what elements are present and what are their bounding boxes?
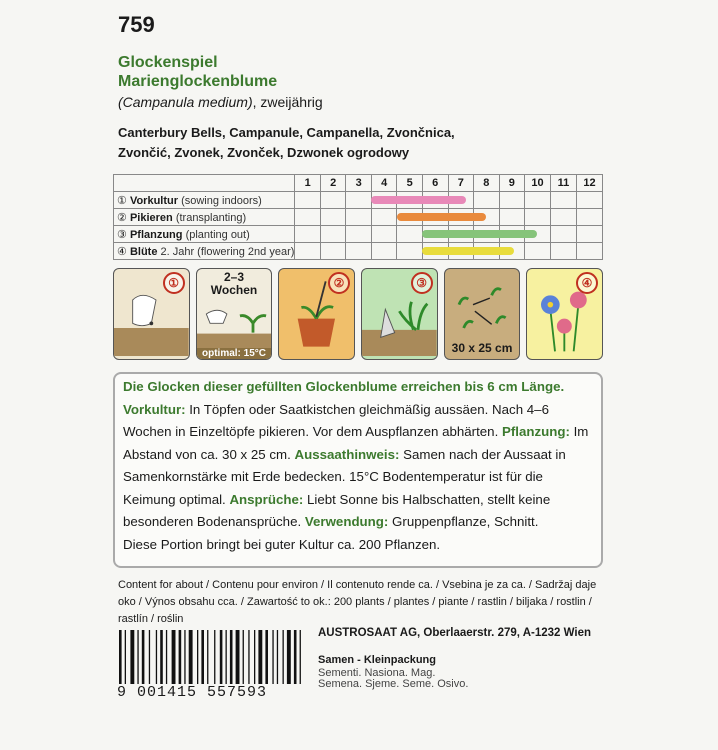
sowing-seeds-icon bbox=[113, 268, 190, 360]
barcode-bar bbox=[277, 630, 278, 684]
barcode-bar bbox=[207, 630, 208, 684]
weeks-unit: Wochen bbox=[210, 283, 258, 297]
barcode-bar bbox=[220, 630, 223, 684]
calendar-cell bbox=[551, 226, 577, 243]
calendar-row-label bbox=[114, 226, 295, 243]
instruction-icons bbox=[113, 268, 603, 360]
calendar-cell bbox=[525, 209, 551, 226]
barcode-bar bbox=[272, 630, 273, 684]
row-label: Blüte bbox=[129, 245, 158, 258]
barcode-bar bbox=[258, 630, 262, 684]
row-symbol: ② bbox=[117, 211, 127, 224]
heading-ansprueche: Ansprüche: bbox=[229, 491, 304, 507]
text-ansprueche: Liebt Sonne bis Halbschatten, stellt keine besonderen Bodenansprüche. bbox=[123, 491, 551, 529]
title-primary: Glockenspiel bbox=[118, 54, 218, 71]
heading-vorkultur: Vorkultur: bbox=[123, 401, 186, 417]
calendar-header-row bbox=[114, 175, 603, 192]
row-label-en: (transplanting) bbox=[175, 211, 247, 224]
calendar-cell bbox=[320, 226, 346, 243]
barcode-bar bbox=[214, 630, 215, 684]
text-pflanzung: Im Abstand von ca. 30 x 25 cm. bbox=[123, 424, 589, 462]
calendar-cell bbox=[474, 192, 500, 209]
barcode-bar bbox=[172, 630, 176, 684]
barcode-bar bbox=[287, 630, 291, 684]
barcode-bar bbox=[166, 630, 167, 684]
step-number: ③ bbox=[411, 272, 433, 294]
month-10: 10 bbox=[525, 175, 551, 192]
barcode-number: 9 001415 557593 bbox=[117, 684, 268, 701]
row-label-en: 2. Jahr (flowering 2nd year) bbox=[160, 245, 295, 258]
barcode-bar bbox=[184, 630, 185, 684]
row-label-en: (sowing indoors) bbox=[181, 194, 262, 207]
barcode-bar bbox=[283, 630, 284, 684]
barcode-bar bbox=[248, 630, 249, 684]
calendar-cell bbox=[576, 226, 602, 243]
content-for-text: Content for about / Contenu pour environ / Il contenuto rende ca. / Vsebina je za ca. / Sadržaj daje oko / Výnos obsahu cca. / Zawartość to ok.: 200 plants / plantes / piante / rastlin / biljaka / rostlin / rastlín / roślin bbox=[118, 579, 597, 625]
barcode-bar bbox=[142, 630, 145, 684]
row-symbol: ③ bbox=[117, 228, 127, 241]
calendar-cell bbox=[499, 192, 525, 209]
barcode-bar bbox=[265, 630, 268, 684]
calendar-cell bbox=[525, 192, 551, 209]
barcode-bar bbox=[300, 630, 301, 684]
calendar-row-label bbox=[114, 192, 295, 209]
row-label-en: (planting out) bbox=[185, 228, 250, 241]
text-verwendung: Gruppenpflanze, Schnitt. bbox=[388, 514, 539, 529]
latin-name-text: (Campanula medium) bbox=[118, 94, 253, 110]
description-box bbox=[113, 372, 603, 568]
month-1: 1 bbox=[295, 175, 321, 192]
description-lead: Die Glocken dieser gefüllten Glockenblume erreichen bis 6 cm Länge. bbox=[123, 379, 565, 394]
description-body bbox=[123, 399, 593, 534]
flower-icon bbox=[526, 268, 603, 360]
germination-weeks-label bbox=[197, 271, 272, 297]
calendar-cell bbox=[576, 243, 602, 260]
calendar-cell bbox=[371, 209, 397, 226]
row-symbol: ① bbox=[117, 194, 127, 207]
calendar-row bbox=[114, 243, 603, 260]
row-label: Pflanzung bbox=[129, 228, 183, 241]
calendar-cell bbox=[576, 209, 602, 226]
planting-trowel-icon bbox=[361, 268, 438, 360]
month-4: 4 bbox=[371, 175, 397, 192]
latin-name bbox=[118, 94, 323, 110]
company-address: AUSTROSAAT AG, Oberlaaerstr. 279, A-1232 Wien bbox=[318, 627, 592, 639]
calendar-cell bbox=[371, 243, 397, 260]
calendar-cell bbox=[295, 226, 321, 243]
month-8: 8 bbox=[474, 175, 500, 192]
heading-verwendung: Verwendung: bbox=[304, 514, 389, 529]
month-11: 11 bbox=[551, 175, 577, 192]
barcode-bar bbox=[236, 630, 240, 684]
calendar-row bbox=[114, 209, 603, 226]
package-type-translations-1: Sementi. Nasiona. Mag. bbox=[318, 667, 436, 679]
heading-pflanzung: Pflanzung: bbox=[501, 424, 570, 439]
step-number: ① bbox=[163, 272, 185, 294]
barcode-bar bbox=[119, 630, 122, 684]
calendar-corner bbox=[114, 175, 295, 192]
text-vorkultur: In Töpfen oder Saatkistchen gleichmäßig aussäen. Nach 4–6 Wochen in Einzeltöpfe pikieren. Vor dem Auspflanzen abhärten. bbox=[123, 401, 549, 439]
calendar-cell bbox=[346, 226, 372, 243]
step-number: ② bbox=[328, 272, 350, 294]
month-7: 7 bbox=[448, 175, 474, 192]
barcode-bar bbox=[160, 630, 163, 684]
calendar-cell bbox=[576, 192, 602, 209]
calendar-cell bbox=[295, 243, 321, 260]
common-names bbox=[118, 123, 518, 163]
portion-text: Diese Portion bringt bei guter Kultur ca. 200 Pflanzen. bbox=[123, 536, 441, 552]
title-secondary: Marienglockenblume bbox=[118, 73, 278, 90]
calendar-cell bbox=[295, 192, 321, 209]
row-label: Vorkultur bbox=[129, 194, 179, 207]
barcode-bar bbox=[243, 630, 244, 684]
calendar-cell bbox=[525, 243, 551, 260]
barcode-bar bbox=[130, 630, 134, 684]
weeks-range: 2–3 bbox=[223, 270, 245, 284]
package-type: Samen - Kleinpackung bbox=[318, 654, 436, 666]
step-number: ④ bbox=[576, 272, 598, 294]
month-2: 2 bbox=[320, 175, 346, 192]
heading-aussaat: Aussaathinweis: bbox=[294, 446, 400, 462]
barcode-bar bbox=[230, 630, 233, 684]
barcode-bar bbox=[226, 630, 227, 684]
icon-label: 30 x 25 cm bbox=[451, 341, 513, 355]
variety-number: 759 bbox=[118, 12, 155, 37]
germination-icon bbox=[196, 268, 273, 360]
calendar-row-label bbox=[114, 209, 295, 226]
calendar-cell bbox=[551, 192, 577, 209]
icon-label: optimal: 15°C bbox=[197, 348, 272, 359]
row-label: Pikieren bbox=[129, 211, 173, 224]
calendar-bar-0 bbox=[371, 196, 465, 204]
calendar-cell bbox=[346, 192, 372, 209]
barcode-bar bbox=[149, 630, 150, 684]
barcode-bar bbox=[179, 630, 182, 684]
month-6: 6 bbox=[422, 175, 448, 192]
calendar-row bbox=[114, 192, 603, 209]
names-line-1: Canterbury Bells, Campanule, Campanella, Zvončnica, bbox=[118, 125, 455, 140]
barcode-bar bbox=[294, 630, 297, 684]
calendar-cell bbox=[551, 243, 577, 260]
month-5: 5 bbox=[397, 175, 423, 192]
calendar-row-label bbox=[114, 243, 295, 260]
calendar-bar-3 bbox=[422, 247, 514, 255]
month-9: 9 bbox=[499, 175, 525, 192]
transplant-pot-icon bbox=[278, 268, 355, 360]
calendar-cell bbox=[320, 209, 346, 226]
barcode-bar bbox=[137, 630, 138, 684]
calendar-bar-1 bbox=[397, 213, 486, 221]
barcode-bar bbox=[201, 630, 204, 684]
barcode-bar bbox=[197, 630, 198, 684]
latin-suffix: , zweijährig bbox=[252, 94, 323, 110]
calendar-cell bbox=[295, 209, 321, 226]
names-line-2: Zvončić, Zvonek, Zvonček, Dzwonek ogrodowy bbox=[118, 145, 410, 160]
calendar-cell bbox=[551, 209, 577, 226]
barcode bbox=[117, 630, 303, 684]
barcode-bar bbox=[125, 630, 126, 684]
text-aussaat: Samen nach der Aussaat in Samenkornstärke mit Erde bedecken. 15°C Bodentemperatur ist für die Keimung optimal. bbox=[123, 446, 566, 507]
calendar-cell bbox=[397, 226, 423, 243]
calendar-cell bbox=[320, 192, 346, 209]
calendar-cell bbox=[499, 209, 525, 226]
calendar-bar-2 bbox=[422, 230, 537, 238]
sowing-calendar bbox=[113, 174, 603, 260]
barcode-bar bbox=[254, 630, 255, 684]
spacing-icon bbox=[444, 268, 521, 360]
barcode-bar bbox=[156, 630, 157, 684]
month-3: 3 bbox=[346, 175, 372, 192]
month-12: 12 bbox=[576, 175, 602, 192]
barcode-bar bbox=[189, 630, 193, 684]
calendar-cell bbox=[346, 209, 372, 226]
row-symbol: ④ bbox=[117, 245, 127, 258]
calendar-cell bbox=[371, 226, 397, 243]
calendar-cell bbox=[346, 243, 372, 260]
calendar-cell bbox=[320, 243, 346, 260]
package-type-translations-2: Semena. Sjeme. Seme. Osivo. bbox=[318, 678, 469, 690]
calendar-cell bbox=[397, 243, 423, 260]
